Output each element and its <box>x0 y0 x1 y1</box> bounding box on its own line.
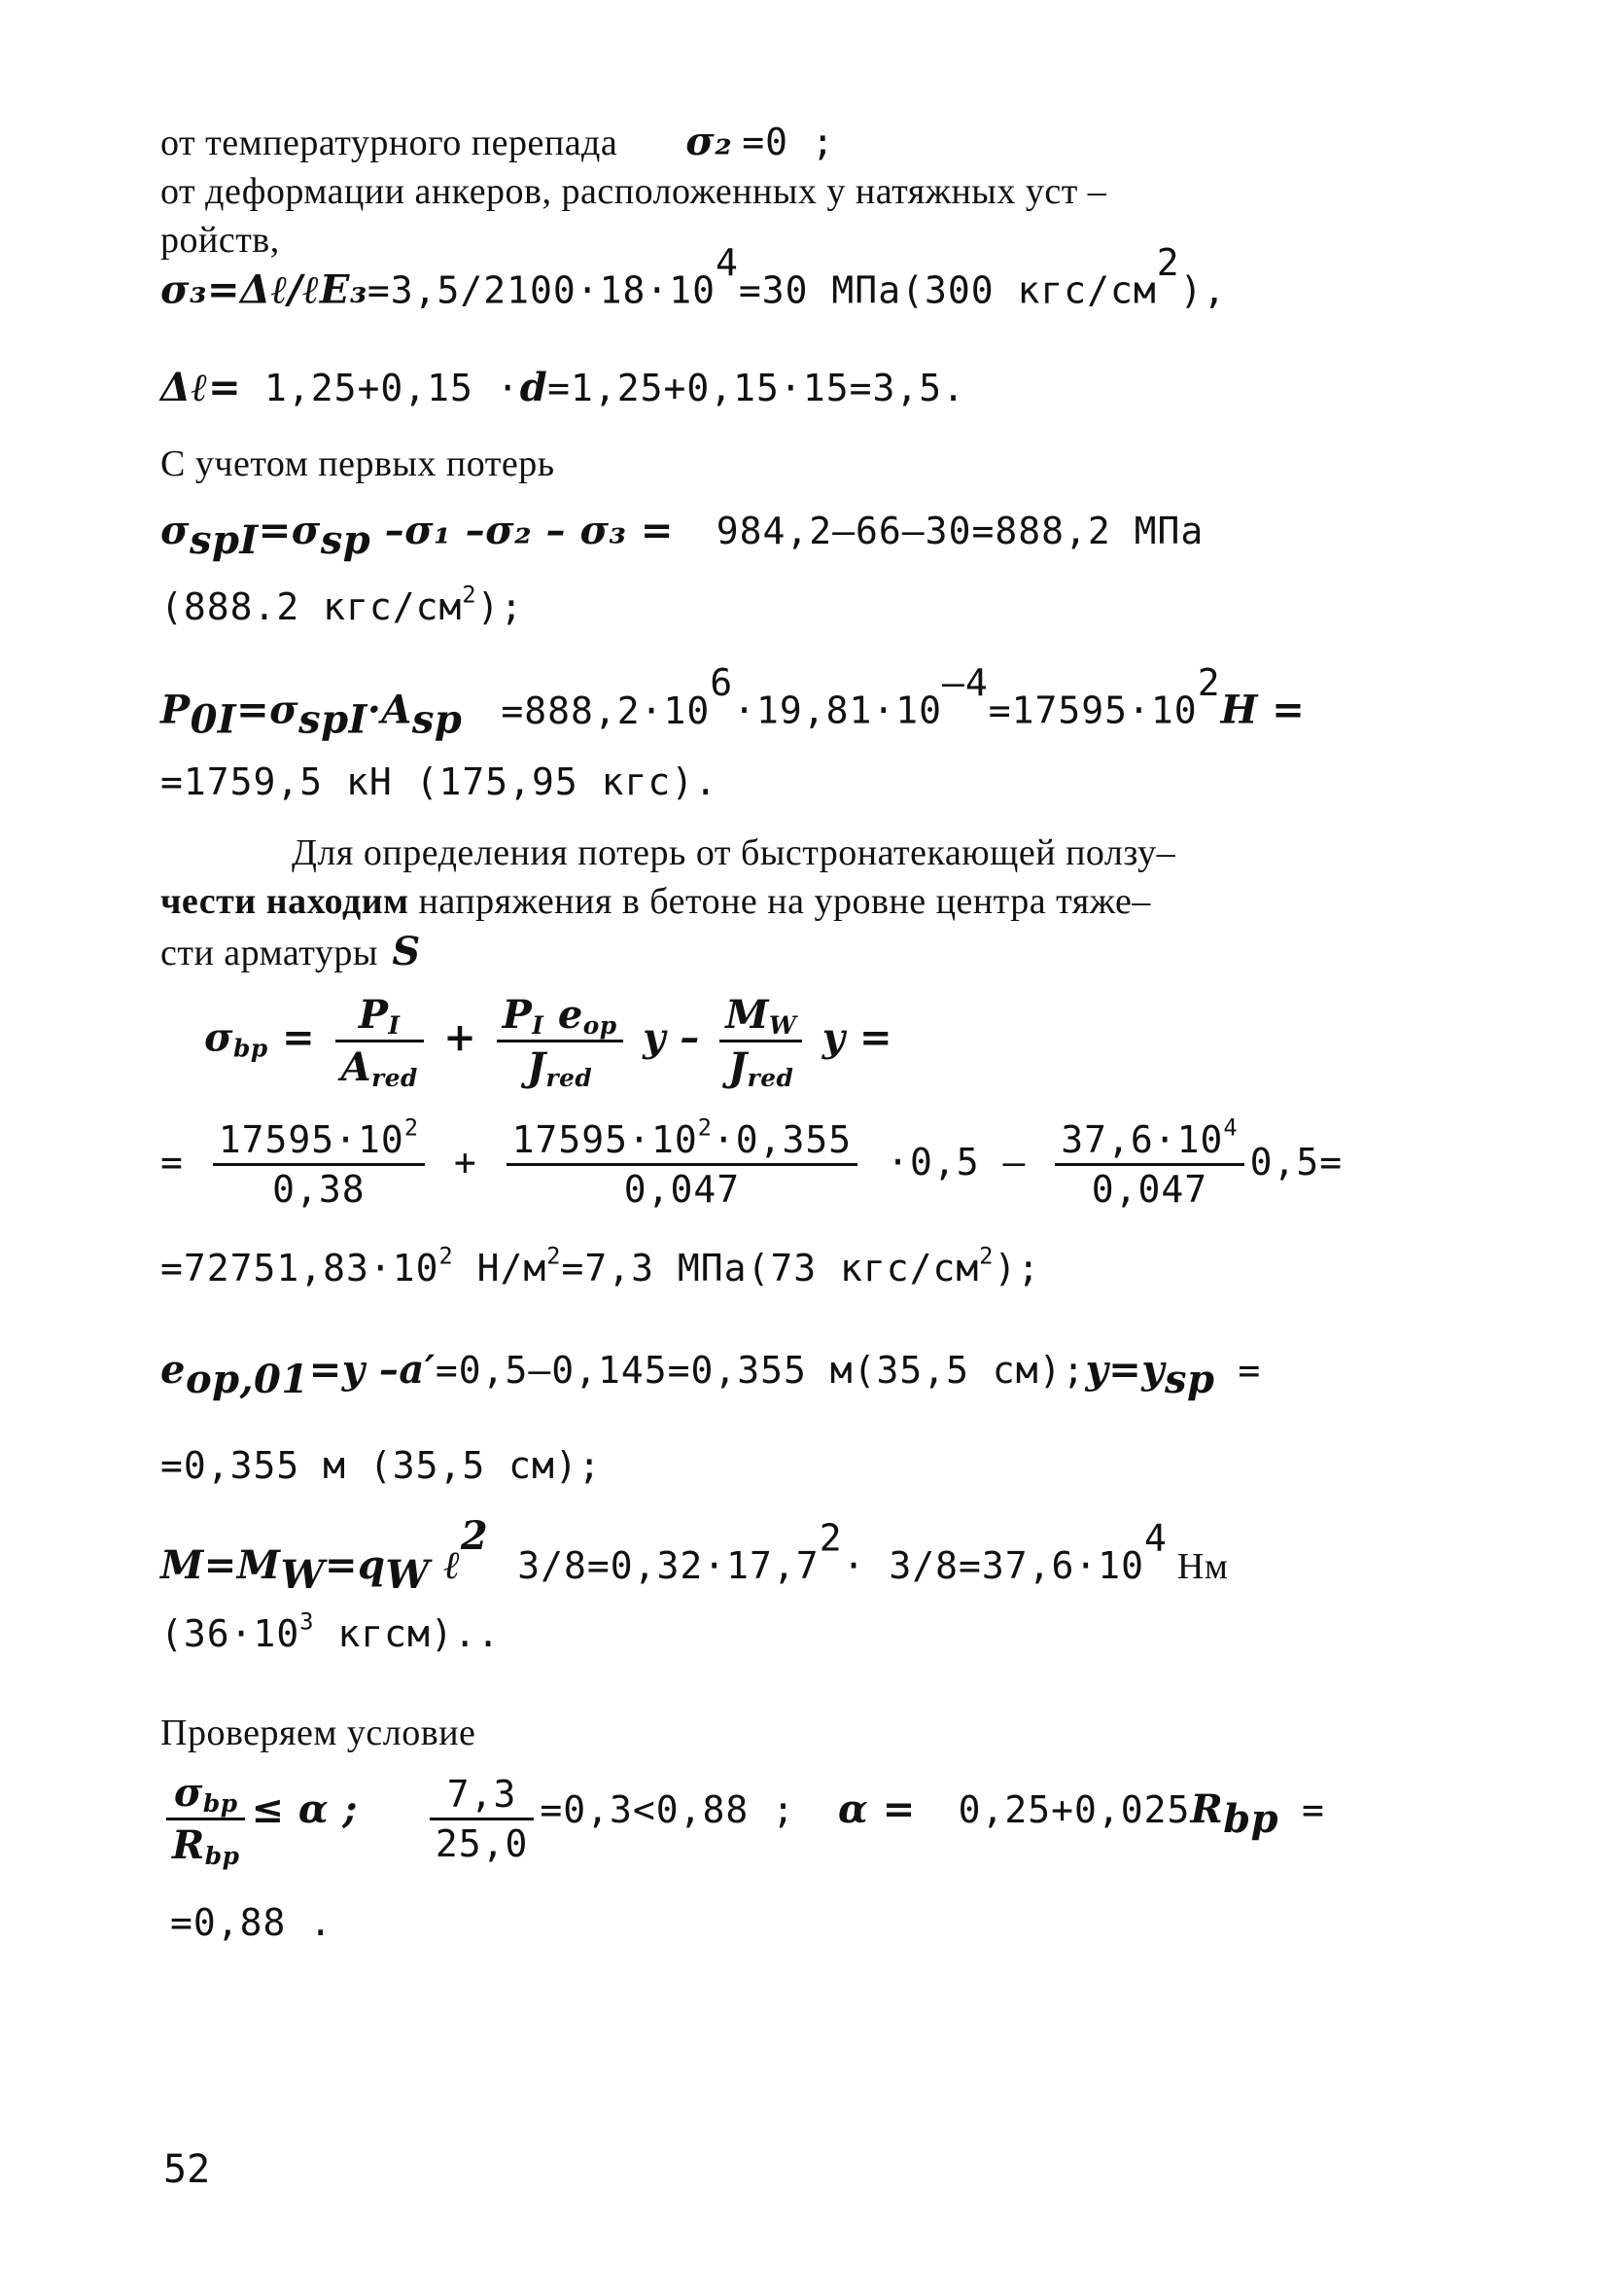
text-fragment: 1,25+0,15 · <box>241 367 520 409</box>
text-fragment: Нм <box>1167 1546 1229 1587</box>
subscript: 0I <box>190 696 237 743</box>
text-fragment: Н/м <box>453 1247 547 1289</box>
formula-sigma-bp <box>204 992 892 1093</box>
handwritten-formula: σ <box>160 508 190 553</box>
operator: = <box>282 1014 316 1061</box>
text-fragment: 984,2–66–30=888,2 МПа <box>692 510 1205 552</box>
paragraph-line-2 <box>160 880 1151 923</box>
denominator: 0,047 <box>623 1168 741 1211</box>
text-fragment: ·0,5 – <box>887 1141 1027 1183</box>
text-fragment: =3,5/2100·18·10 <box>367 268 717 312</box>
handwritten-formula: ℓ <box>429 1542 461 1588</box>
text-fragment: (888.2 кгс/см <box>160 585 463 628</box>
superscript: 2 <box>1197 661 1221 704</box>
text-line-0355 <box>160 1444 602 1487</box>
handwritten-formula: ≤ α ; <box>251 1786 358 1833</box>
text-line-check-condition <box>160 1712 475 1754</box>
text-line-2 <box>160 170 1106 213</box>
numerator <box>1055 1113 1243 1166</box>
handwritten-formula: R <box>1190 1786 1224 1833</box>
text-fragment: =0,3<0,88 ; <box>540 1788 796 1832</box>
text-fragment: (36·10 <box>160 1612 300 1655</box>
handwritten-formula: P <box>502 992 533 1038</box>
text-fragment: =1,25+0,15·15=3,5. <box>547 367 965 409</box>
subscript: W <box>385 1552 430 1598</box>
handwritten-formula: M=M <box>160 1542 281 1588</box>
text-fragment: Н = <box>1220 687 1306 733</box>
text-fragment: 17595·10 <box>218 1118 404 1161</box>
formula-e-op <box>160 1347 1262 1402</box>
subscript: sp <box>1164 1357 1215 1402</box>
text-fragment: Проверяем условие <box>160 1713 476 1753</box>
handwritten-formula: e <box>160 1347 186 1393</box>
superscript: 2 <box>546 1242 562 1270</box>
handwritten-formula: σ <box>204 1014 233 1061</box>
handwritten-formula: =y –a′ <box>308 1347 436 1393</box>
text-line-36 <box>160 1607 501 1655</box>
text-fragment: ); <box>476 585 524 628</box>
subscript: bp <box>204 1842 240 1871</box>
handwritten-formula: y=y <box>1085 1347 1165 1393</box>
text-line-72751 <box>160 1242 1041 1289</box>
fraction <box>507 1113 858 1211</box>
text-fragment: =0,5–0,145=0,355 м(35,5 см); <box>435 1349 1086 1392</box>
text-fragment: от деформации анкеров, расположенных у натяжных уст – <box>160 171 1107 212</box>
numerator <box>335 992 424 1042</box>
handwritten-formula: M <box>725 992 769 1038</box>
superscript: 4 <box>1144 1516 1168 1560</box>
text-fragment: =72751,83·10 <box>160 1247 439 1289</box>
superscript: 2 <box>979 1242 995 1270</box>
superscript: 3 <box>299 1607 315 1636</box>
formula-sigma-spI <box>160 508 1205 563</box>
text-fragment: ·0,355 <box>712 1118 853 1161</box>
handwritten-symbol: S <box>377 929 421 974</box>
formula-delta-l <box>160 365 965 410</box>
denominator: 25,0 <box>435 1822 529 1865</box>
formula-moment <box>160 1513 1229 1598</box>
text-line-1759 <box>160 760 717 803</box>
handwritten-formula: Δℓ= <box>160 365 242 410</box>
text-fragment: =1759,5 кН (175,95 кгс). <box>160 760 718 803</box>
formula-condition <box>160 1770 1325 1871</box>
text-fragment: = <box>1214 1349 1262 1392</box>
text-fragment: =0,355 м (35,5 см); <box>160 1444 602 1487</box>
text-fragment: =17595·10 <box>988 689 1198 732</box>
subscript: I <box>532 1011 544 1041</box>
handwritten-formula: –σ₁ –σ₂ – σ₃ = <box>370 508 674 553</box>
fraction <box>335 992 424 1093</box>
paragraph-line-3 <box>160 929 421 974</box>
numerator <box>507 1113 858 1166</box>
numerator <box>497 992 623 1042</box>
text-fragment: =30 МПа(300 кгс/см <box>738 268 1157 312</box>
superscript: 4 <box>716 241 739 284</box>
text-fragment: 0,5= <box>1249 1141 1344 1183</box>
subscript: bp <box>233 1034 268 1063</box>
subscript: red <box>545 1064 593 1093</box>
superscript: 2 <box>462 581 477 609</box>
denominator: 0,047 <box>1091 1168 1208 1211</box>
subscript: op,01 <box>185 1357 309 1402</box>
fraction <box>1055 1113 1243 1211</box>
numerator: 7,3 <box>430 1773 535 1820</box>
numerator <box>213 1113 425 1166</box>
text-fragment: Для определения потерь от быстронатекающей ползу– <box>292 832 1176 873</box>
subscript: red <box>371 1064 418 1093</box>
handwritten-formula: =σ <box>236 687 299 733</box>
text-line-888 <box>160 581 524 628</box>
fraction <box>719 992 802 1093</box>
handwritten-formula: σ <box>173 1770 203 1816</box>
superscript: 2 <box>403 1113 419 1142</box>
handwritten-symbol: y <box>821 1014 846 1061</box>
text-fragment: = <box>1278 1788 1325 1832</box>
text-fragment: от температурного перепада <box>160 123 618 163</box>
text-fragment: · 3/8=37,6·10 <box>842 1544 1144 1587</box>
text-fragment: С учетом первых потерь <box>160 443 555 484</box>
subscript: op <box>582 1011 617 1041</box>
text-fragment: 17595·10 <box>511 1118 698 1161</box>
text-fragment: =7,3 МПа(73 кгс/см <box>561 1247 980 1289</box>
handwritten-formula: =q <box>325 1542 386 1588</box>
subscript: red <box>747 1064 794 1093</box>
handwritten-symbol: σ₂ <box>685 119 733 164</box>
handwritten-formula: ·A <box>367 687 412 733</box>
formula-numeric-substitution <box>160 1113 1344 1211</box>
text-line-088 <box>170 1901 332 1944</box>
formula-P0I <box>160 661 1306 743</box>
numerator <box>719 992 802 1042</box>
text-fragment: ); <box>994 1247 1041 1289</box>
text-line-3 <box>160 219 280 262</box>
handwritten-formula: α = <box>838 1786 916 1833</box>
text-fragment: 0,25+0,025 <box>934 1788 1191 1832</box>
text-fragment: =0,88 . <box>170 1901 333 1944</box>
handwritten-formula: A <box>340 1044 372 1090</box>
handwritten-formula: σ₃=Δℓ/ℓE₃ <box>160 266 367 313</box>
handwritten-symbol: d <box>519 365 548 410</box>
operator: – <box>680 1014 700 1061</box>
subscript: sp <box>411 696 463 743</box>
fraction <box>213 1113 425 1211</box>
operator: = <box>160 1141 184 1183</box>
page-number: 52 <box>163 2147 211 2192</box>
denominator <box>166 1820 245 1871</box>
operator: + <box>453 1141 477 1183</box>
text-fragment: 3/8=0,32·17,7 <box>517 1544 820 1587</box>
text-fragment: ), <box>1179 268 1227 312</box>
superscript: 2 <box>438 1242 454 1270</box>
subscript: spI <box>190 517 259 563</box>
numerator <box>166 1770 245 1820</box>
handwritten-formula: R <box>172 1822 205 1868</box>
superscript: 2 <box>819 1516 843 1560</box>
text-fragment: ройств, <box>160 220 280 261</box>
handwritten-formula: P <box>160 687 191 733</box>
subscript: sp <box>320 517 371 563</box>
subscript: bp <box>202 1789 238 1819</box>
subscript: W <box>280 1552 325 1598</box>
denominator <box>719 1042 802 1093</box>
fraction <box>166 1770 245 1871</box>
text-fragment: ·19,81·10 <box>733 689 943 732</box>
text-fragment: сти арматуры <box>160 933 378 973</box>
text-fragment: =0 ; <box>742 121 835 163</box>
text-line-first-losses <box>160 442 555 485</box>
text-fragment: 37,6·10 <box>1061 1118 1224 1161</box>
handwritten-formula: J <box>527 1044 546 1090</box>
denominator <box>497 1042 623 1093</box>
subscript: spI <box>298 696 367 743</box>
text-fragment: напряжения в бетоне на уровне центра тяже– <box>408 881 1151 922</box>
superscript: 4 <box>1223 1113 1239 1142</box>
denominator: 0,38 <box>272 1168 366 1211</box>
formula-sigma3 <box>160 241 1227 313</box>
subscript: bp <box>1223 1796 1279 1843</box>
handwritten-formula: e <box>543 992 583 1038</box>
subscript: I <box>388 1011 401 1041</box>
fraction <box>430 1773 535 1865</box>
handwritten-formula: =σ <box>258 508 321 553</box>
superscript: –4 <box>942 661 989 704</box>
denominator <box>335 1042 424 1093</box>
text-fragment: =888,2·10 <box>501 689 711 732</box>
text-line-1 <box>160 119 835 164</box>
paragraph-line-1 <box>292 831 1175 874</box>
superscript: 2 <box>460 1513 489 1559</box>
superscript: 2 <box>1156 241 1180 284</box>
operator: + <box>443 1014 477 1061</box>
fraction <box>497 992 623 1093</box>
operator: = <box>858 1014 892 1061</box>
subscript: W <box>769 1011 797 1041</box>
handwritten-formula: P <box>358 992 389 1038</box>
handwritten-formula: J <box>728 1044 748 1090</box>
handwritten-symbol: y <box>643 1014 666 1061</box>
text-fragment: кгсм).. <box>314 1612 501 1655</box>
superscript: 6 <box>710 661 734 704</box>
superscript: 2 <box>697 1113 713 1142</box>
text-fragment: чести находим <box>160 881 409 922</box>
